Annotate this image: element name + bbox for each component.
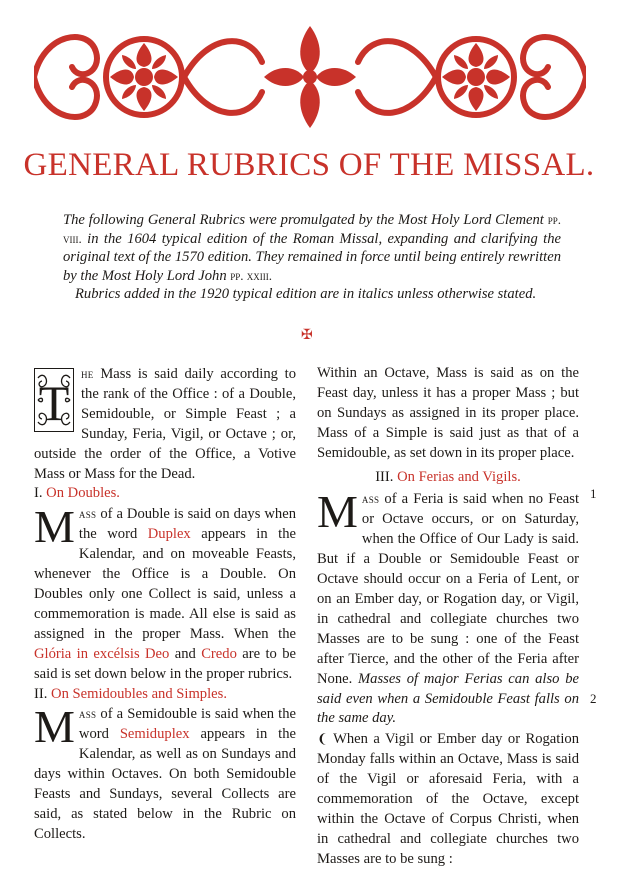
paragraph-text: are to be said is set down below in the proper rubrics.: [34, 645, 296, 682]
paragraph-octaves: Within an Octave, Mass is said as on the Feast day, unless it has a proper Mass ; but on Sundays as assigned in its proper place. Mass of a Simple is said just as that of a Semidouble, as set down in its proper place.: [317, 365, 579, 461]
left-column: [34, 364, 296, 845]
right-column: [317, 364, 579, 870]
smallcaps-opening: ass: [78, 506, 97, 522]
ornamental-headpiece: [34, 22, 586, 132]
paragraph-text: of a Feria is said when no Feast or Octave occurs, or on Saturday, when the Office of Our Lady is said. But if a Double or Semidouble Feast or Octave should occur on a Feria of Lent, or on an Ember day, or Rogation day, or Vigil, in cathedral and collegiate churches two Masses are to be sung : one of the Feast after Tierce, and the other of the Feria after None.: [317, 491, 579, 687]
paragraph-text: of a Double is said on days when the word: [78, 506, 296, 543]
section-number: III.: [375, 468, 394, 485]
intro-text: The following General Rubrics were promulgated by the Most Holy Lord Clement: [63, 212, 548, 228]
smallcaps-opening: he: [81, 366, 94, 381]
intro-paragraph: [63, 211, 561, 285]
initial-letter: M: [34, 501, 75, 553]
paragraph-text: of a Semidouble is said when the word: [78, 706, 296, 743]
opening-paragraph: [34, 364, 296, 484]
initial-letter: T: [38, 375, 70, 431]
paragraph-vigils: [317, 729, 579, 869]
paragraph-semidoubles: [34, 701, 296, 844]
section-title: On Ferias and Vigils.: [397, 468, 521, 485]
paragraph-text: Mass is said daily according to the rank of the Office : of a Double, Semidouble, or Simple Feast ; a Sunday, Feria, Vigil, or Octave ; or, outside the order of the Office, a Votive Mass or Mass for the Dead.: [34, 366, 296, 482]
cross-icon: ✠: [301, 328, 313, 343]
paragraph-text: appears in the Kalendar, as well as on Sundays and days within Octaves. On both Semidouble Feasts and Sundays, several Collects are said, as stated below in the Rubric on Collects.: [34, 726, 296, 842]
rubric-term: Semiduplex: [119, 726, 190, 743]
section-heading-semidoubles: [34, 685, 296, 705]
smallcaps-opening: ass: [361, 491, 380, 507]
page-title: GENERAL RUBRICS OF THE MISSAL.: [23, 147, 595, 183]
paragraph-text: and: [169, 645, 202, 662]
smallcaps-opening: ass: [78, 706, 97, 722]
section-number: I.: [34, 485, 43, 502]
intro-smallcaps: pp. viii.: [63, 212, 561, 246]
section-number: II.: [34, 685, 48, 702]
section-title: On Doubles.: [46, 485, 120, 502]
intro-note: Rubrics added in the 1920 typical edition are in italics unless otherwise stated.: [75, 286, 537, 303]
margin-number: 1: [590, 486, 597, 501]
initial-letter: M: [34, 701, 75, 753]
section-title: On Semidoubles and Simples.: [51, 685, 227, 702]
margin-number: 2: [590, 691, 597, 706]
introduction: [63, 211, 561, 304]
rubric-term: Credo: [201, 645, 237, 662]
paragraph-text: When a Vigil or Ember day or Rogation Monday falls within an Octave, Mass is said of the Vigil or aforesaid Feria, with a commemoration of the Octave, except within the Octave of Corpus Christi, when in cathedral and collegiate churches two Masses are to be sung :: [317, 731, 579, 867]
section-heading-doubles: [34, 484, 296, 504]
section-heading-ferias: [317, 468, 579, 488]
paragraph-ferias: [317, 486, 579, 729]
paragraph-mark-icon: ❨: [317, 731, 328, 747]
rubric-term: Glória in excélsis Deo: [34, 645, 170, 662]
intro-smallcaps: pp. xxiii.: [230, 267, 273, 283]
italic-rubric: Masses of major Ferias can also be said even when a Semidouble Feast falls on the same day.: [317, 670, 579, 727]
paragraph-text: appears in the Kalendar, and on moveable Feasts, whenever the Office is a Double. On Doubles only one Collect is said, unless a commemoration is made. All else is said as assigned in the proper Mass. When the: [34, 526, 296, 642]
intro-text: in the 1604 typical edition of the Roman Missal, expanding and clarifying the original text of the 1570 edition. They remained in force until being entirely rewritten by the Most Holy Lord John: [63, 230, 561, 284]
paragraph-doubles: [34, 501, 296, 684]
rubric-term: Duplex: [147, 526, 191, 543]
decorated-initial-icon: [34, 368, 74, 432]
initial-letter: M: [317, 486, 358, 538]
